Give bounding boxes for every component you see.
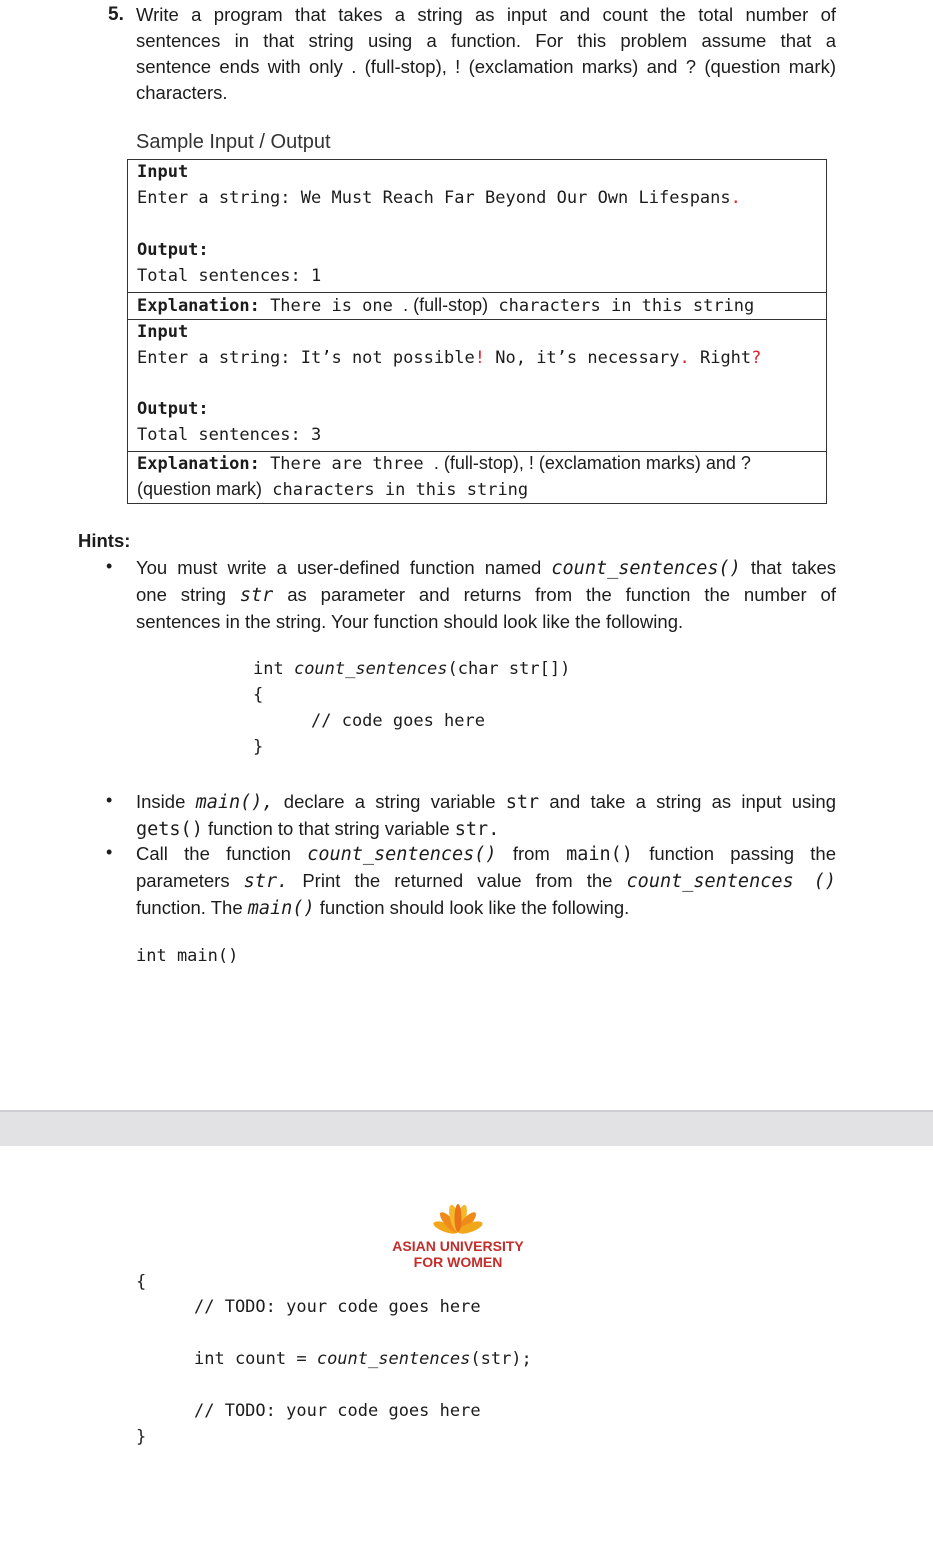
- question-line: sentence ends with only . (full-stop), ! (exclamation marks) and ? (question mark): [136, 56, 836, 77]
- hint-text: You must write a user-defined function named: [136, 557, 552, 578]
- output-label: Output:: [137, 240, 209, 260]
- inline-code: count_sentences (): [626, 871, 836, 892]
- hint-text: Call the function: [136, 843, 308, 864]
- inline-code-fn: count_sentences(): [307, 844, 497, 865]
- hints-heading: Hints:: [78, 530, 131, 551]
- inline-code: str.: [243, 871, 289, 892]
- university-logo: [380, 1204, 536, 1270]
- input-text: We Must Reach Far Beyond Our Own Lifespans: [300, 188, 731, 208]
- hint-line: [136, 868, 836, 895]
- sample-case-2-explanation: [127, 451, 827, 504]
- sample-title: Sample Input / Output: [136, 131, 331, 153]
- inline-code: main(): [247, 898, 315, 919]
- inline-code: str: [239, 585, 274, 606]
- todo-comment: // TODO: your code goes here: [194, 1297, 481, 1317]
- hint-text: one string: [136, 584, 240, 605]
- input-text: Right: [689, 348, 752, 368]
- hint-line: sentences in the string. Your function should look like the following.: [136, 611, 684, 632]
- input-label: Input: [137, 322, 189, 342]
- hint-text: and take a string as input using: [539, 791, 836, 812]
- explanation-label: Explanation:: [137, 454, 260, 474]
- sample-case-1-explanation: [127, 292, 827, 320]
- input-prompt: Enter a string:: [137, 188, 301, 208]
- explanation-symbols: . (full-stop): [403, 295, 489, 315]
- question-text: [136, 2, 836, 106]
- question-line: Write a program that takes a string as input and count the total number of: [136, 4, 836, 25]
- hint-line: [136, 841, 836, 868]
- sample-case-1-io: [127, 159, 827, 293]
- inline-code-main: main(),: [195, 792, 274, 813]
- explanation-symbols: . (full-stop), ! (exclamation marks) and ?: [433, 453, 751, 473]
- inline-code: count_sentences(): [551, 558, 741, 579]
- inline-code: [307, 844, 496, 865]
- input-line: [137, 188, 741, 208]
- hint-line: [136, 789, 836, 816]
- hint-text: function to that string variable: [202, 818, 455, 839]
- question-number: 5.: [108, 4, 124, 25]
- hint-line: [136, 555, 836, 582]
- code-function-name: count_sentences: [316, 1349, 471, 1369]
- hint-text: Print the returned value from the: [288, 870, 627, 891]
- logo-line: ASIAN UNIVERSITY: [392, 1238, 524, 1254]
- input-prompt: Enter a string:: [137, 348, 301, 368]
- explanation-line: [137, 453, 751, 474]
- input-punct: ?: [751, 348, 762, 368]
- output-value: Total sentences: 3: [137, 425, 322, 445]
- code-comment: // code goes here: [311, 711, 485, 731]
- inline-code: gets(): [136, 819, 203, 840]
- explanation-symbols: (question mark): [137, 479, 263, 499]
- hint-line: [136, 895, 836, 922]
- explanation-text: There are three: [259, 454, 434, 474]
- code-text: int count =: [194, 1349, 317, 1369]
- output-value: Total sentences: 1: [137, 266, 322, 286]
- lotus-logo-icon: [380, 1204, 536, 1236]
- input-punct: .: [730, 188, 741, 208]
- hint-text: function passing the: [632, 843, 837, 864]
- code-open-brace: {: [253, 685, 264, 705]
- code-close-brace: }: [253, 737, 264, 757]
- explanation-label: Explanation:: [137, 296, 260, 316]
- hint-text: that takes: [740, 557, 836, 578]
- explanation-text: characters in this string: [488, 296, 755, 316]
- question-line: characters.: [136, 82, 228, 103]
- hint-3: [136, 841, 836, 922]
- code-text: (str);: [470, 1349, 532, 1369]
- explanation-line: [137, 295, 754, 316]
- page-separator: [0, 1110, 933, 1146]
- count-call-line: [194, 1349, 532, 1369]
- sample-case-2-io: [127, 319, 827, 452]
- question-line: sentences in that string using a function. For this problem assume that a: [136, 30, 836, 51]
- logo-text: [380, 1238, 536, 1270]
- bullet-icon: •: [106, 556, 113, 576]
- function-signature: [253, 659, 570, 679]
- output-label: Output:: [137, 399, 209, 419]
- code-params: (char str[]): [447, 659, 571, 679]
- code-keyword: int: [253, 659, 294, 679]
- inline-code: [196, 792, 274, 813]
- inline-code: str.: [454, 819, 500, 840]
- hint-text: as parameter and returns from the function the number of: [273, 584, 836, 605]
- input-label: Input: [137, 162, 189, 182]
- input-punct: .: [679, 348, 690, 368]
- hint-text: function. The: [136, 897, 248, 918]
- todo-comment: // TODO: your code goes here: [194, 1401, 481, 1421]
- bullet-icon: •: [106, 790, 113, 810]
- explanation-text: characters in this string: [262, 480, 529, 500]
- main-open-brace: {: [136, 1272, 147, 1292]
- input-text: It’s not possible: [300, 348, 475, 368]
- explanation-line: [137, 479, 528, 500]
- inline-code: main(): [566, 844, 633, 865]
- explanation-text: There is one: [259, 296, 404, 316]
- logo-line: FOR WOMEN: [413, 1254, 503, 1270]
- input-text: No, it’s necessary: [485, 348, 680, 368]
- code-function-name: count_sentences: [293, 659, 448, 679]
- hint-text: parameters: [136, 870, 244, 891]
- hint-text: from: [496, 843, 567, 864]
- bullet-icon: •: [106, 842, 113, 862]
- hint-2: [136, 789, 836, 843]
- input-line: [137, 348, 761, 368]
- input-punct: !: [474, 348, 486, 368]
- hint-text: function should look like the following.: [314, 897, 630, 918]
- main-close-brace: }: [136, 1427, 147, 1447]
- main-signature: int main(): [136, 946, 239, 966]
- hint-1: [136, 555, 836, 635]
- hint-text: Inside: [136, 791, 196, 812]
- hint-text: declare a string variable: [273, 791, 506, 812]
- hint-line: [136, 582, 836, 609]
- inline-code: str: [505, 792, 540, 813]
- hint-line: [136, 816, 836, 843]
